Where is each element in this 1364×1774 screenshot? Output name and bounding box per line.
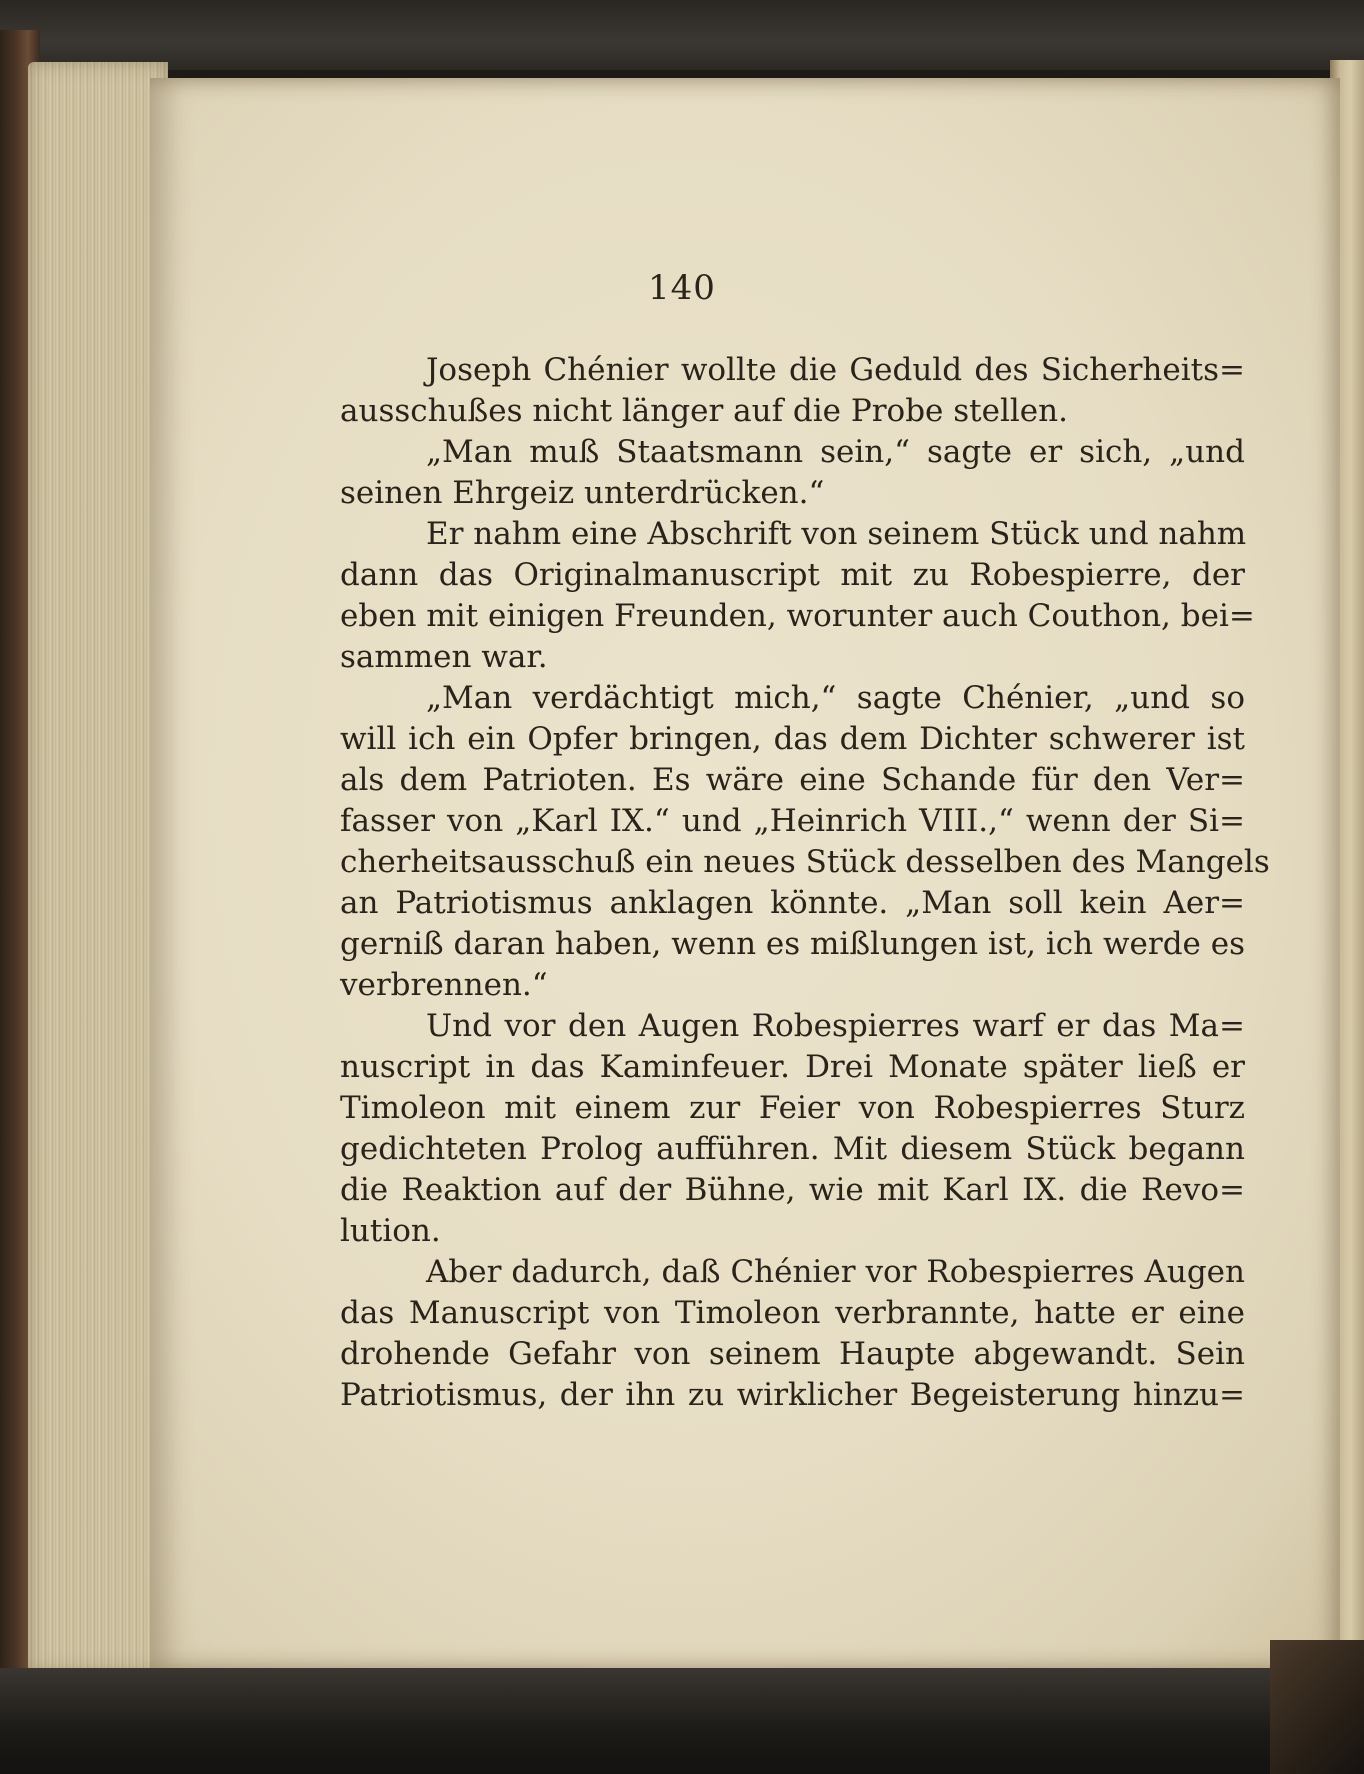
- body-text: [340, 350, 1270, 1416]
- text-line: gerniß daran haben, wenn es mißlungen ist, ich werde es: [340, 926, 1245, 962]
- text-line: Joseph Chénier wollte die Geduld des Sicherheits=: [426, 352, 1245, 388]
- text-line: „Man verdächtigt mich,“ sagte Chénier, „und so: [426, 680, 1245, 716]
- text-line: an Patriotismus anklagen könnte. „Man soll kein Aer=: [340, 885, 1245, 921]
- text-line: die Reaktion auf der Bühne, wie mit Karl IX. die Revo=: [340, 1172, 1245, 1208]
- text-line: Patriotismus, der ihn zu wirklicher Begeisterung hinzu=: [340, 1377, 1245, 1413]
- text-line: nuscript in das Kaminfeuer. Drei Monate später ließ er: [340, 1049, 1245, 1085]
- text-line: Aber dadurch, daß Chénier vor Robespierres Augen: [426, 1254, 1245, 1290]
- text-line: verbrennen.“: [340, 967, 548, 1003]
- page-number: 140: [648, 268, 716, 308]
- text-line: „Man muß Staatsmann sein,“ sagte er sich, „und: [426, 434, 1245, 470]
- text-line: eben mit einigen Freunden, worunter auch Couthon, bei=: [340, 598, 1255, 634]
- text-line: als dem Patrioten. Es wäre eine Schande für den Ver=: [340, 762, 1245, 798]
- text-line: Er nahm eine Abschrift von seinem Stück und nahm: [426, 516, 1247, 552]
- text-line: lution.: [340, 1213, 441, 1249]
- text-line: dann das Originalmanuscript mit zu Robespierre, der: [340, 557, 1245, 593]
- text-line: seinen Ehrgeiz unterdrücken.“: [340, 475, 825, 511]
- text-line: fasser von „Karl IX.“ und „Heinrich VIII.,“ wenn der Si=: [340, 803, 1245, 839]
- text-line: will ich ein Opfer bringen, das dem Dichter schwerer ist: [340, 721, 1245, 757]
- book-cover-top: [0, 0, 1364, 70]
- book-spine-corner: [1270, 1640, 1364, 1774]
- text-line: cherheitsausschuß ein neues Stück desselben des Mangels: [340, 844, 1270, 880]
- text-line: gedichteten Prolog aufführen. Mit diesem Stück begann: [340, 1131, 1245, 1167]
- text-line: Und vor den Augen Robespierres warf er das Ma=: [426, 1008, 1245, 1044]
- text-line: sammen war.: [340, 639, 548, 675]
- book-cover-bottom: [0, 1668, 1364, 1774]
- text-line: Timoleon mit einem zur Feier von Robespierres Sturz: [340, 1090, 1245, 1126]
- text-line: drohende Gefahr von seinem Haupte abgewandt. Sein: [340, 1336, 1245, 1372]
- text-line: das Manuscript von Timoleon verbrannte, hatte er eine: [340, 1295, 1245, 1331]
- text-line: ausschußes nicht länger auf die Probe stellen.: [340, 393, 1068, 429]
